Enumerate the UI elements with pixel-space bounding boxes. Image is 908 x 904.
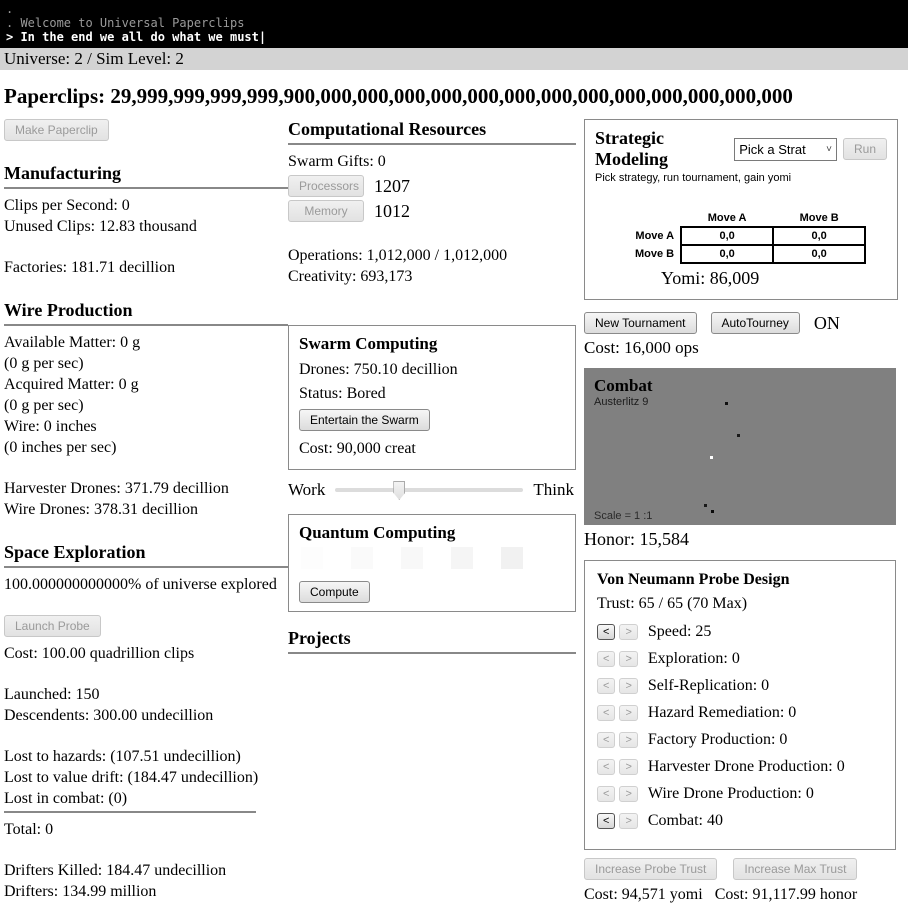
strategy-select[interactable] — [734, 138, 837, 161]
memory-count: 1012 — [374, 200, 410, 221]
autotourney-state: ON — [813, 312, 840, 333]
acquired-matter-rate: (0 g per sec) — [4, 397, 84, 414]
probe-stat-label: Factory Production: 0 — [647, 731, 788, 748]
probe-increase-button[interactable]: > — [619, 678, 637, 694]
make-paperclip-button[interactable]: Make Paperclip — [4, 119, 109, 141]
creativity-count: Creativity: 693,173 — [288, 268, 413, 285]
universe-explored: 100.000000000000% of universe explored — [4, 576, 277, 593]
quantum-chip — [301, 547, 323, 569]
probe-increase-button[interactable]: > — [619, 705, 637, 721]
wire-rate: (0 inches per sec) — [4, 439, 117, 456]
probe-stat-label: Harvester Drone Production: 0 — [647, 758, 845, 775]
combat-display — [584, 368, 896, 525]
probes-launched: Launched: 150 — [4, 686, 100, 703]
matrix-cell: 0,0 — [773, 245, 865, 263]
probe-row — [597, 758, 883, 776]
combat-dot — [725, 402, 728, 405]
matrix-cell: 0,0 — [681, 245, 773, 263]
probe-decrease-button[interactable]: < — [597, 678, 615, 694]
wire-production-heading: Wire Production — [4, 300, 288, 326]
probe-row — [597, 650, 883, 668]
probe-decrease-button[interactable]: < — [597, 624, 615, 640]
probe-increase-button[interactable]: > — [619, 651, 637, 667]
manufacturing-heading: Manufacturing — [4, 163, 288, 189]
computational-resources-heading: Computational Resources — [288, 119, 576, 145]
probe-stat-label: Exploration: 0 — [647, 650, 740, 667]
autotourney-button[interactable]: AutoTourney — [711, 312, 800, 334]
work-think-slider[interactable] — [335, 480, 523, 500]
drifters-killed: Drifters Killed: 184.47 undecillion — [4, 862, 227, 879]
combat-dot — [737, 434, 740, 437]
left-column — [4, 119, 288, 904]
probe-row — [597, 677, 883, 695]
console-line: . Welcome to Universal Paperclips — [6, 16, 245, 30]
probe-increase-button[interactable]: > — [619, 786, 637, 802]
probe-increase-button[interactable]: > — [619, 732, 637, 748]
unused-clips: Unused Clips: 12.83 thousand — [4, 218, 197, 235]
swarm-drones: Drones: 750.10 decillion — [299, 361, 458, 378]
swarm-status: Status: Bored — [299, 385, 386, 402]
probe-row — [597, 785, 883, 803]
probe-row — [597, 623, 883, 641]
probe-cost: Cost: 100.00 quadrillion clips — [4, 645, 195, 662]
probe-decrease-button[interactable]: < — [597, 813, 615, 829]
operations-count: Operations: 1,012,000 / 1,012,000 — [288, 247, 508, 264]
tournament-cost: Cost: 16,000 ops — [584, 338, 699, 357]
console-line: . — [6, 2, 14, 16]
yomi-count: Yomi: 86,009 — [661, 268, 760, 288]
matrix-row-label: Move B — [635, 248, 675, 260]
harvester-drones: Harvester Drones: 371.79 decillion — [4, 480, 229, 497]
probe-increase-button[interactable]: > — [619, 759, 637, 775]
probe-stat-label: Wire Drone Production: 0 — [647, 785, 814, 802]
max-trust-cost: Cost: 91,117.99 honor — [714, 886, 858, 903]
combat-dot — [710, 456, 713, 459]
wire-count: Wire: 0 inches — [4, 418, 97, 435]
quantum-chip — [401, 547, 423, 569]
compute-button[interactable]: Compute — [299, 581, 370, 603]
probe-increase-button[interactable]: > — [619, 624, 637, 640]
slider-thumb[interactable] — [393, 481, 405, 500]
slider-track — [335, 488, 523, 492]
swarm-gifts: Swarm Gifts: 0 — [288, 153, 386, 170]
available-matter: Available Matter: 0 g — [4, 334, 141, 351]
wire-drones: Wire Drones: 378.31 decillion — [4, 501, 198, 518]
quantum-chip — [351, 547, 373, 569]
increase-probe-trust-button[interactable]: Increase Probe Trust — [584, 858, 717, 880]
swarm-computing-panel — [288, 325, 576, 470]
entertain-cost: Cost: 90,000 creat — [299, 440, 416, 457]
payoff-matrix — [635, 210, 866, 264]
probe-stat-label: Self-Replication: 0 — [647, 677, 770, 694]
console-line-current: > In the end we all do what we must| — [6, 30, 267, 44]
processors-count: 1207 — [374, 175, 410, 196]
factories-count: Factories: 181.71 decillion — [4, 259, 176, 276]
combat-scale: Scale = 1 :1 — [594, 510, 653, 522]
probe-decrease-button[interactable]: < — [597, 705, 615, 721]
add-processor-button[interactable]: Processors — [288, 175, 364, 197]
lost-to-value-drift: Lost to value drift: (184.47 undecillion) — [4, 769, 259, 786]
chevron-down-icon: ˅ — [826, 143, 832, 155]
strategic-modeling-panel — [584, 119, 898, 300]
matrix-col-header: Move B — [799, 212, 839, 224]
probe-decrease-button[interactable]: < — [597, 732, 615, 748]
strategy-select-value: Pick a Strat — [739, 141, 806, 157]
space-exploration-heading: Space Exploration — [4, 542, 288, 568]
quantum-chip-row — [301, 547, 565, 569]
probe-design-heading: Von Neumann Probe Design — [597, 571, 790, 588]
combat-heading: Combat — [594, 376, 653, 395]
available-matter-rate: (0 g per sec) — [4, 355, 84, 372]
quantum-chip — [501, 547, 523, 569]
drifters-count: Drifters: 134.99 million — [4, 883, 157, 900]
battle-name: Austerlitz 9 — [594, 396, 649, 408]
acquired-matter: Acquired Matter: 0 g — [4, 376, 139, 393]
probe-row — [597, 704, 883, 722]
quantum-chip — [451, 547, 473, 569]
think-label: Think — [533, 480, 574, 499]
message-console — [0, 0, 908, 48]
probe-stat-label: Combat: 40 — [647, 812, 723, 829]
projects-heading: Projects — [288, 628, 576, 654]
increase-max-trust-button[interactable]: Increase Max Trust — [733, 858, 857, 880]
right-column — [576, 119, 898, 904]
probe-decrease-button[interactable]: < — [597, 759, 615, 775]
matrix-cell: 0,0 — [773, 227, 865, 245]
add-memory-button[interactable]: Memory — [288, 200, 364, 222]
universe-status-bar: Universe: 2 / Sim Level: 2 — [0, 48, 908, 70]
lost-in-combat: Lost in combat: (0) — [4, 788, 256, 813]
probe-row — [597, 812, 883, 830]
run-button[interactable]: Run — [843, 138, 887, 160]
matrix-cell: 0,0 — [681, 227, 773, 245]
work-think-slider-row — [288, 480, 574, 500]
lost-to-hazards: Lost to hazards: (107.51 undecillion) — [4, 748, 241, 765]
strategic-subtitle: Pick strategy, run tournament, gain yomi — [595, 172, 792, 184]
paperclip-counter: Paperclips: 29,999,999,999,999,900,000,000,000,000,000,000,000,000,000,000,000,000,000 — [4, 84, 793, 108]
matrix-row-label: Move A — [635, 230, 675, 242]
entertain-swarm-button[interactable]: Entertain the Swarm — [299, 409, 430, 431]
matrix-col-header: Move A — [707, 212, 747, 224]
probe-row — [597, 731, 883, 749]
combat-dot — [704, 504, 707, 507]
middle-column — [288, 119, 576, 904]
probe-design-panel — [584, 560, 896, 850]
probe-stat-label: Hazard Remediation: 0 — [647, 704, 797, 721]
probe-decrease-button[interactable]: < — [597, 651, 615, 667]
probe-rows — [597, 623, 883, 830]
probe-decrease-button[interactable]: < — [597, 786, 615, 802]
launch-probe-button[interactable]: Launch Probe — [4, 615, 101, 637]
new-tournament-button[interactable]: New Tournament — [584, 312, 697, 334]
combat-dot — [711, 510, 714, 513]
probe-descendents: Descendents: 300.00 undecillion — [4, 707, 214, 724]
probe-trust: Trust: 65 / 65 (70 Max) — [597, 595, 748, 612]
probe-trust-cost: Cost: 94,571 yomi — [584, 886, 703, 903]
work-label: Work — [288, 480, 326, 499]
probe-stat-label: Speed: 25 — [647, 623, 712, 640]
clips-per-second: Clips per Second: 0 — [4, 197, 130, 214]
strategic-modeling-heading: Strategic Modeling — [595, 128, 669, 169]
probes-total: Total: 0 — [4, 821, 54, 838]
swarm-computing-heading: Swarm Computing — [299, 334, 438, 353]
quantum-computing-heading: Quantum Computing — [299, 523, 456, 542]
probe-increase-button[interactable]: > — [619, 813, 637, 829]
honor-count: Honor: 15,584 — [584, 529, 689, 549]
quantum-computing-panel — [288, 514, 576, 612]
